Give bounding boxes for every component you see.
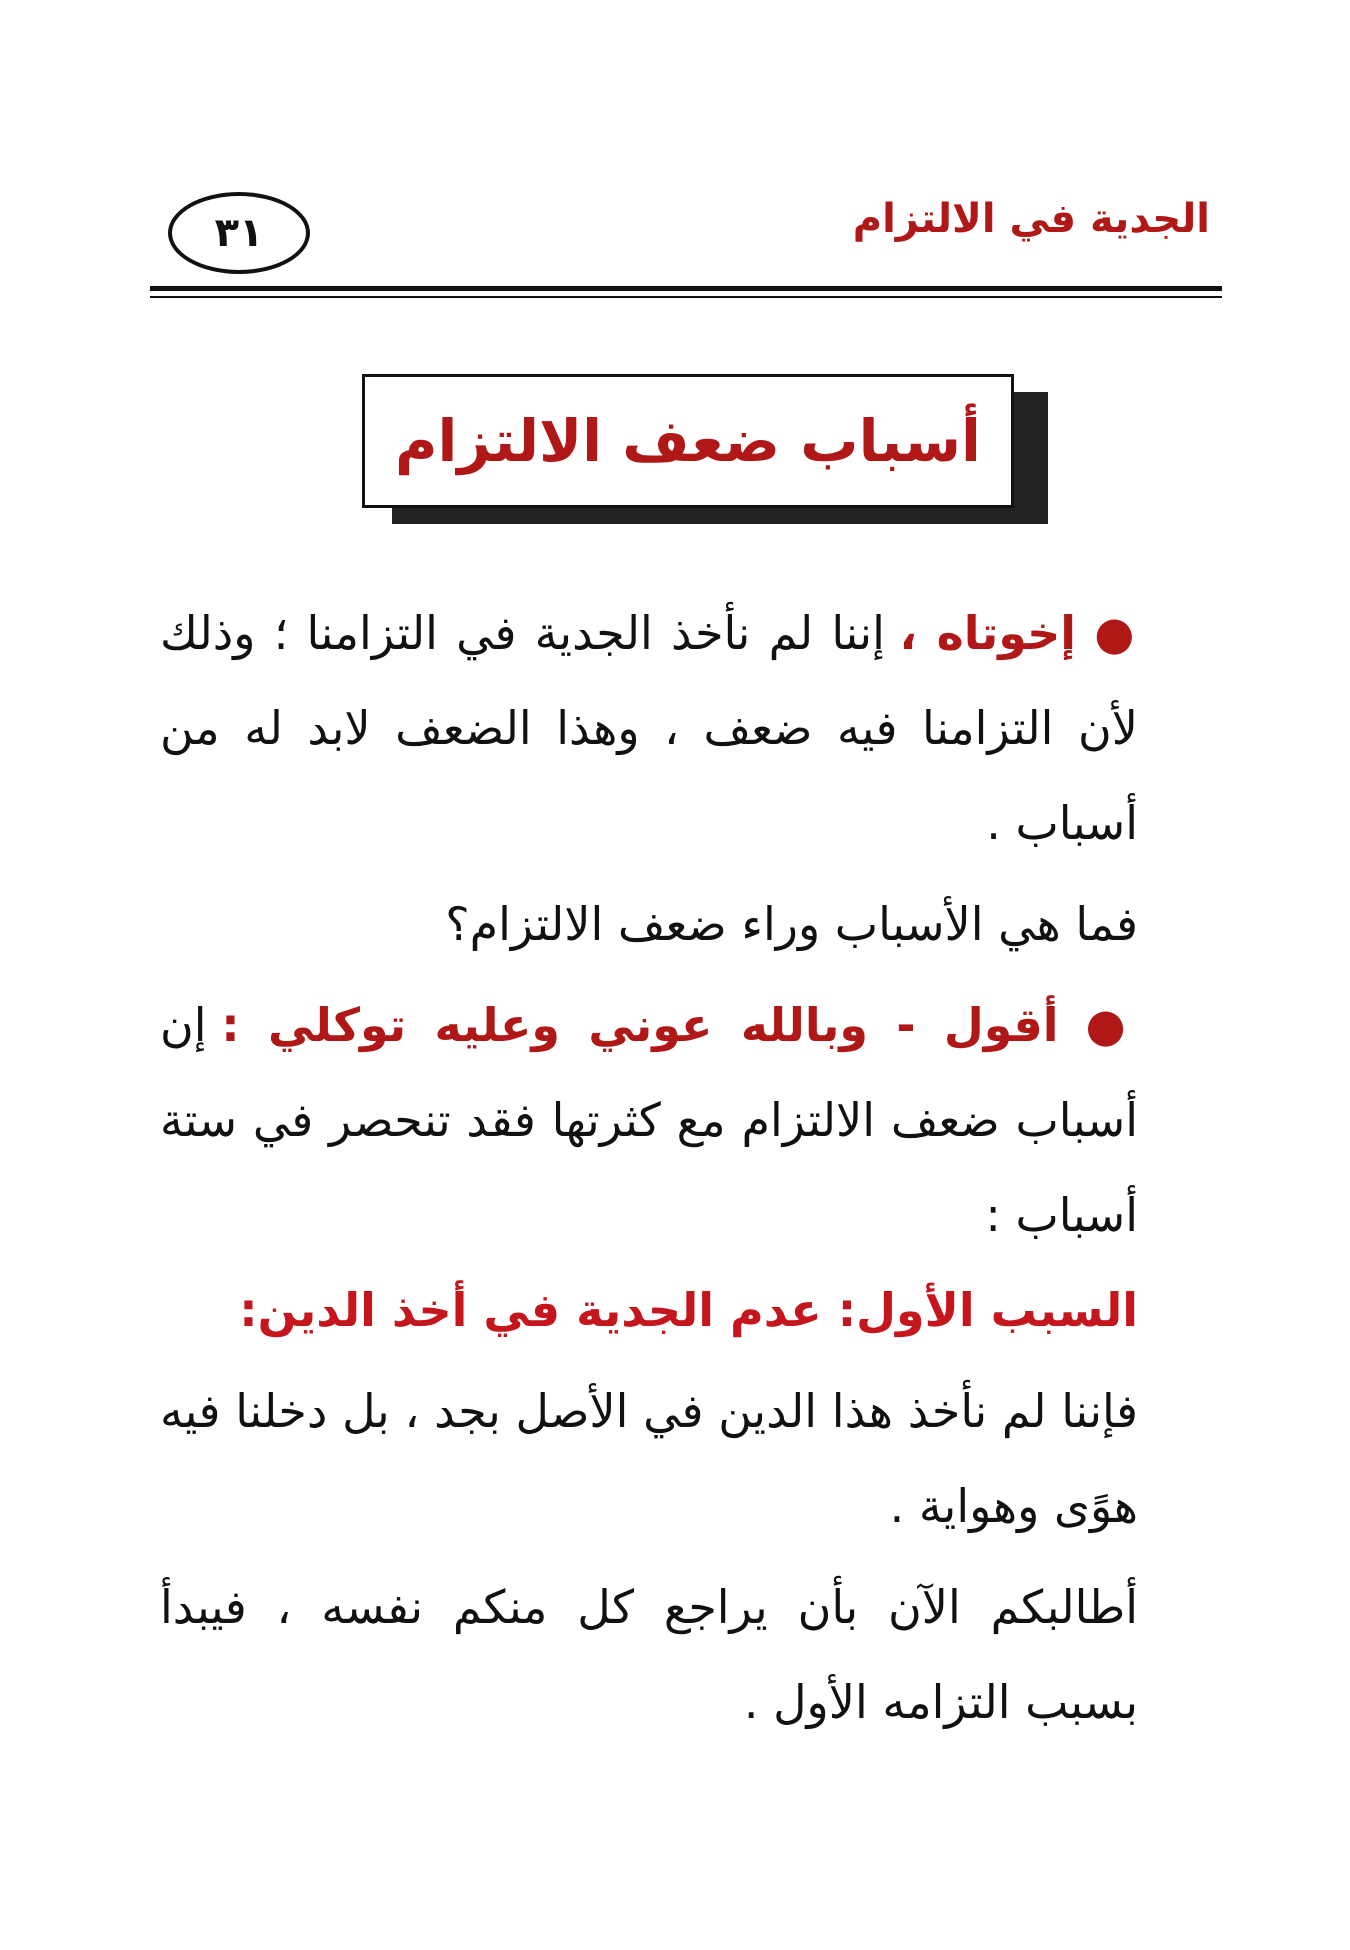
paragraph-2-text: فما هي الأسباب وراء ضعف الالتزام؟ xyxy=(445,897,1138,951)
paragraph-3-text: إن أسباب ضعف الالتزام مع كثرتها فقد تنحصر في ستة أسباب : xyxy=(160,998,1138,1242)
paragraph-1-text: إننا لم نأخذ الجدية في التزامنا ؛ وذلك لأن التزامنا فيه ضعف ، وهذا الضعف لابد له من أسباب . xyxy=(160,606,1138,850)
body-text xyxy=(160,586,1218,1750)
bullet-icon: ● xyxy=(1085,998,1138,1052)
paragraph-2 xyxy=(160,877,1218,972)
chapter-title: أسباب ضعف الالتزام xyxy=(395,407,981,475)
header-rule xyxy=(150,286,1222,291)
bullet-icon: ● xyxy=(1094,606,1139,660)
paragraph-3-lead: أقول - وبالله عوني وعليه توكلي : xyxy=(221,998,1059,1052)
paragraph-4 xyxy=(160,1364,1218,1554)
chapter-title-box xyxy=(362,374,1014,508)
paragraph-5-text: أطالبكم الآن بأن يراجع كل منكم نفسه ، فيبدأ بسبب التزامه الأول . xyxy=(160,1580,1138,1729)
paragraph-4-text: فإننا لم نأخذ هذا الدين في الأصل بجد ، بل دخلنا فيه هوًى وهواية . xyxy=(160,1384,1138,1533)
page-number: ٣١ xyxy=(168,192,310,274)
paragraph-1-lead: إخوتاه ، xyxy=(899,606,1077,660)
header-rule-thin xyxy=(150,296,1222,298)
paragraph-5 xyxy=(160,1560,1218,1750)
section-heading: السبب الأول: عدم الجدية في أخذ الدين: xyxy=(239,1283,1138,1337)
paragraph-1 xyxy=(160,586,1218,871)
paragraph-3 xyxy=(160,978,1218,1263)
running-title: الجدية في الالتزام xyxy=(852,196,1210,242)
